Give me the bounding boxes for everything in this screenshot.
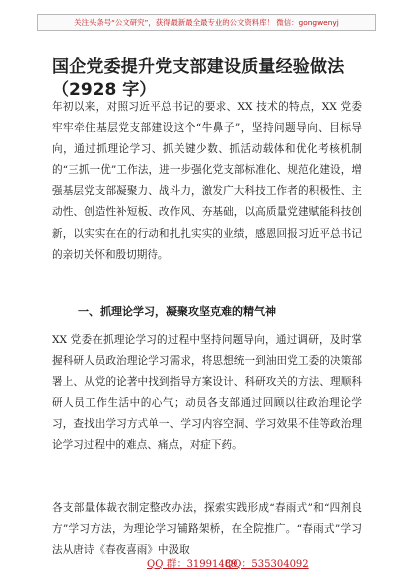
section-heading: 一、抓理论学习，凝聚攻坚克难的精气神 — [78, 305, 276, 318]
section-paragraph-1: XX 党委在抓理论学习的过程中坚持问题导向，通过调研，及时掌握科研人员政治理论学习需求，将思想统一到油田党工委的决策部署上、从党的论著中找到指导方案设计、科研攻关的方法、理顺科研人员工作生活中的心气；动员各支部通过回顾以往政治理论学习，查找出学习方式单一、学习内容空洞、学习效果不佳等政治理论学习过程中的难点、痛点，对症下药。 — [52, 334, 362, 452]
document-word-count: （2928 字） — [52, 80, 157, 100]
promo-banner: 关注头条号“公文研究”，获得最新最全最专业的公文资料库！ 微信：gongwenyj — [37, 14, 376, 31]
document-title: 国企党委提升党支部建设质量经验做法 — [52, 57, 345, 77]
intro-paragraph: 年初以来，对照习近平总书记的要求、XX 技术的特点，XX 党委牢牢牵住基层党支部建设这个“牛鼻子”，坚持问题导向、目标导向，通过抓理论学习、抓关键少数、抓活动载体和优化考核机制的“三抓一优”工作法，进一步强化党支部标准化、规范化建设，增强基层党支部凝聚力、战斗力，激发广大科技工作者的积极性、主动性、创造性补短板、改作风、夯基础，以高质量党建赋能科技创新，以实实在在的行动和扎扎实实的业绩，感恩回报习近平总书记的亲切关怀和殷切期待。 — [52, 101, 362, 261]
qq-contact-link[interactable]: QQ：535304092 — [225, 559, 309, 570]
qq-group-link[interactable]: QQ 群：31991489 — [147, 559, 238, 570]
page-footer — [0, 556, 408, 574]
section-paragraph-2: 各支部量体裁衣制定整改办法，探索实践形成“春雨式”和“四剂良方”学习方法，为理论学习铺路架桥，在全院推广。“春雨式”学习法从唐诗《春夜喜雨》中汲取 — [52, 502, 362, 557]
